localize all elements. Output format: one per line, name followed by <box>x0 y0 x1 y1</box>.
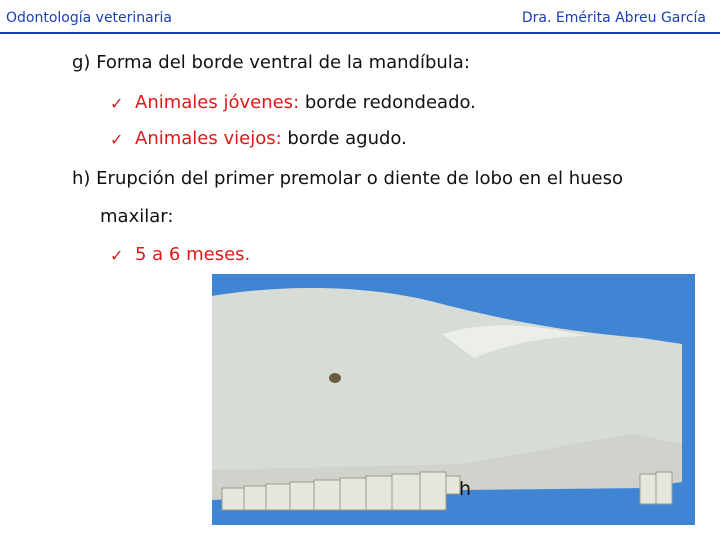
item-g-young <box>135 92 476 113</box>
item-g-old <box>135 128 407 149</box>
item-h-text-line2: maxilar: <box>100 206 174 227</box>
horse-skull-photo <box>212 274 695 525</box>
young-desc: borde redondeado. <box>299 92 476 113</box>
item-g-label: g) <box>72 52 91 73</box>
item-h <box>72 168 623 189</box>
item-h-age <box>135 244 250 265</box>
item-h-cont <box>100 206 173 227</box>
old-desc: borde agudo. <box>281 128 407 149</box>
check-icon: ✓ <box>110 94 124 113</box>
item-h-label: h) <box>72 168 91 189</box>
header-divider <box>0 32 720 34</box>
check-icon: ✓ <box>110 130 124 149</box>
slide-header <box>0 0 720 34</box>
wolf-tooth-marker: h <box>459 478 472 500</box>
item-g-text: Forma del borde ventral de la mandíbula: <box>96 52 470 73</box>
infraorbital-foramen <box>329 373 341 383</box>
young-term: Animales jóvenes: <box>135 92 300 113</box>
item-g <box>72 52 470 73</box>
check-icon: ✓ <box>110 246 124 265</box>
item-h-text-line1: Erupción del primer premolar o diente de lobo en el hueso <box>96 168 623 189</box>
age-term: 5 a 6 meses. <box>135 244 251 265</box>
author-name: Dra. Emérita Abreu García <box>521 10 706 26</box>
old-term: Animales viejos: <box>135 128 282 149</box>
course-title: Odontología veterinaria <box>6 10 172 26</box>
